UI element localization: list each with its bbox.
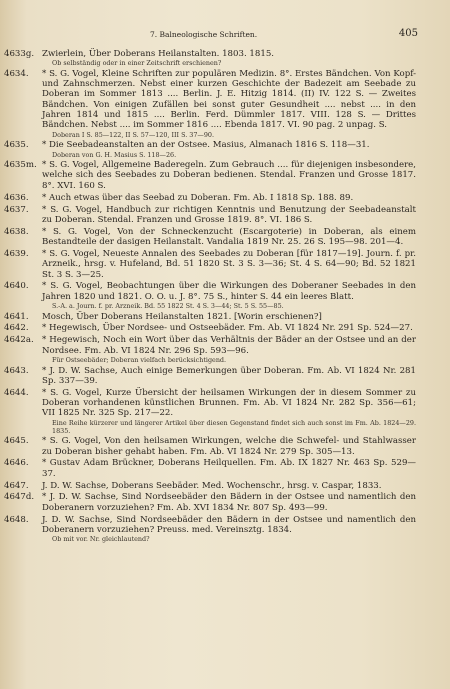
entry-note: Eine Reihe kürzerer und längerer Artikel über diesen Gegenstand findet sich auch sonst im Fm. Ab. 1824—29. 1835. xyxy=(52,418,416,435)
entry-note: Ob selbständig oder in einer Zeitschrift erschienen? xyxy=(52,59,222,68)
entry-number: 4641. xyxy=(4,311,29,322)
entry-number: 4648. xyxy=(4,514,29,525)
entry-number: 4637. xyxy=(4,204,29,215)
entry-body xyxy=(42,366,416,387)
running-title: 7. Balneologische Schriften. xyxy=(150,30,258,39)
entry-text: * Die Seebadeanstalten an der Ostsee. Masius, Almanach 1816 S. 118—31. xyxy=(42,140,370,151)
bibliography-entry xyxy=(4,249,416,280)
bibliography-entry xyxy=(4,388,416,435)
page-number: 405 xyxy=(398,28,418,39)
entry-text: J. D. W. Sachse, Sind Nordseebäder den Bädern in der Ostsee und namentlich den Doberanern vorzuziehen? Preuss. med. Vereinsztg. 1834. xyxy=(42,514,416,535)
bibliography-entry xyxy=(4,323,416,333)
bibliography-entry xyxy=(4,312,416,322)
entry-body xyxy=(42,160,416,191)
entry-text: * J. D. W. Sachse, Auch einige Bemerkungen über Doberan. Fm. Ab. VI 1824 Nr. 281 Sp. 337—39. xyxy=(42,365,416,386)
entry-body xyxy=(42,49,416,67)
entry-number: 4644. xyxy=(4,387,29,398)
entry-number: 4633g. xyxy=(4,49,35,59)
entry-text: * S. G. Vogel, Kurze Übersicht der heilsamen Wirkungen der in diesem Sommer zu Doberan vorhandenen künstlichen Brunnen. Fm. Ab. VI 1824 Nr. 282 Sp. 356—61; VII 1825 Nr. 325 Sp. 217—22. xyxy=(42,387,416,419)
entry-text: * Hegewisch, Noch ein Wort über das Verhältnis der Bäder an der Ostsee und an der Nordsee. Fm. Ab. VI 1824 Nr. 296 Sp. 593—96. xyxy=(42,335,416,356)
entry-number: 4638. xyxy=(4,226,29,237)
entry-text: * Auch etwas über das Seebad zu Doberan. Fm. Ab. I 1818 Sp. 188. 89. xyxy=(42,192,354,203)
entry-text: Mosch, Über Doberans Heilanstalten 1821. [Worin erschienen?] xyxy=(42,311,322,322)
entry-body xyxy=(42,515,416,544)
page-header xyxy=(0,30,450,44)
entry-text: * S. G. Vogel, Handbuch zur richtigen Kenntnis und Benutzung der Seebadeanstalt zu Doberan. Stendal. Franzen und Grosse 1819. 8°. VI. 186 S. xyxy=(42,204,416,225)
entry-body xyxy=(42,458,416,479)
entry-number: 4635m. xyxy=(4,160,37,171)
bibliography-list xyxy=(4,49,416,545)
entry-body xyxy=(42,193,416,203)
entry-text: * S. G. Vogel, Von den heilsamen Wirkungen, welche die Schwefel- und Stahlwasser zu Doberan bisher gehabt haben. Fm. Ab. VI 1824 Nr. 279 Sp. 305—13. xyxy=(42,436,416,457)
entry-note: Ob mit vor. Nr. gleichlautend? xyxy=(52,535,150,544)
entry-number: 4636. xyxy=(4,192,29,203)
entry-number: 4642. xyxy=(4,323,29,334)
entry-body xyxy=(42,227,416,248)
entry-number: 4647. xyxy=(4,480,29,491)
entry-text: * S. G. Vogel, Neueste Annalen des Seebades zu Doberan [für 1817—19]. Journ. f. pr. Arzneik., hrsg. v. Hufeland, Bd. 51 1820 St. 3 S. 3—36; St. 4 S. 64—90; Bd. 52 1821 St. 3 S. 3—25. xyxy=(42,248,416,280)
entry-body xyxy=(42,249,416,280)
entry-number: 4642a. xyxy=(4,335,34,346)
entry-number: 4640. xyxy=(4,281,29,292)
bibliography-entry xyxy=(4,193,416,203)
entry-text: J. D. W. Sachse, Doberans Seebäder. Med. Wochenschr., hrsg. v. Caspar, 1833. xyxy=(42,480,382,491)
bibliography-entry xyxy=(4,281,416,310)
entry-number: 4634. xyxy=(4,68,29,79)
entry-text: * S. G. Vogel, Beobachtungen über die Wirkungen des Doberaner Seebades in den Jahren 1820 und 1821. O. O. u. J. 8°. 75 S., hinter S. 44 ein leeres Blatt. xyxy=(42,281,416,302)
entry-text: * S. G. Vogel, Kleine Schriften zur populären Medizin. 8°. Erstes Bändchen. Von Kopf- und Zahnschmerzen. Nebst einer kurzen Geschichte der Badezeit am Seebade zu Doberan im Sommer 1813 .... Berlin. J. E. Hitzig 1814. (II) IV. 122 S. — Zweites Bändchen. Von einigen Zufällen bei sonst guter Gesundheit .... nebst .... in den Jahren 1814 und 1815 .... Berlin. Ferd. Dümmler 1817. VIII. 128 S. — Drittes Bändchen. Nebst .... im Sommer 1816 .... Ebenda 1817. VI. 90 pag. 2 unpag. S. xyxy=(42,68,416,131)
entry-body xyxy=(42,335,416,364)
bibliography-entry xyxy=(4,492,416,513)
entry-note: S.-A. a. Journ. f. pr. Arzneik. Bd. 55 1822 St. 4 S. 3—44; St. 5 S. 55—85. xyxy=(52,301,284,310)
entry-body xyxy=(42,323,416,333)
entry-number: 4646. xyxy=(4,458,29,469)
bibliography-entry xyxy=(4,140,416,158)
entry-number: 4647d. xyxy=(4,492,35,503)
bibliography-entry xyxy=(4,49,416,67)
entry-body xyxy=(42,281,416,310)
bibliography-entry xyxy=(4,69,416,139)
entry-note: Für Ostseebäder; Doberan vielfach berücksichtigend. xyxy=(52,355,227,364)
entry-note: Doberan I S. 85—122, II S. 57—120, III S. 37—90. xyxy=(52,130,214,139)
bibliography-entry xyxy=(4,335,416,364)
bibliography-entry xyxy=(4,458,416,479)
entry-number: 4639. xyxy=(4,248,29,259)
bibliography-entry xyxy=(4,205,416,226)
bibliography-entry xyxy=(4,227,416,248)
entry-body xyxy=(42,312,416,322)
entry-text: * S. G. Vogel, Von der Schneckenzucht (Escargoterie) in Doberan, als einem Bestandteile der dasigen Heilanstalt. Vandalia 1819 Nr. 25. 26 S. 195—98. 201—4. xyxy=(42,226,416,248)
bibliography-entry xyxy=(4,160,416,191)
entry-number: 4635. xyxy=(4,140,29,151)
entry-body xyxy=(42,140,416,158)
entry-text: * Hegewisch, Über Nordsee- und Ostseebäder. Fm. Ab. VI 1824 Nr. 291 Sp. 524—27. xyxy=(42,323,413,334)
bibliography-entry xyxy=(4,481,416,491)
bibliography-entry xyxy=(4,366,416,387)
entry-text: * J. D. W. Sachse, Sind Nordseebäder den Bädern in der Ostsee und namentlich den Doberanern vorzuziehen? Fm. Ab. XVI 1834 Nr. 807 Sp. 493—99. xyxy=(42,492,416,513)
entry-text: * S. G. Vogel, Allgemeine Baderegeln. Zum Gebrauch .... für diejenigen insbesondere, welche sich des Seebades zu Doberan bedienen. Stendal. Franzen und Grosse 1817. 8°. XVI. 160 S. xyxy=(42,160,416,191)
entry-text: Zwierlein, Über Doberans Heilanstalten. 1803. 1815. xyxy=(42,49,275,59)
bibliography-entry xyxy=(4,436,416,457)
entry-number: 4643. xyxy=(4,365,29,376)
bibliography-entry xyxy=(4,515,416,544)
entry-body xyxy=(42,388,416,435)
entry-body xyxy=(42,481,416,491)
entry-body xyxy=(42,205,416,226)
entry-body xyxy=(42,436,416,457)
entry-note: Doberan von G. H. Masius S. 118—26. xyxy=(52,150,177,159)
entry-text: * Gustav Adam Brückner, Doberans Heilquellen. Fm. Ab. IX 1827 Nr. 463 Sp. 529—37. xyxy=(42,458,416,479)
entry-body xyxy=(42,492,416,513)
entry-body xyxy=(42,69,416,139)
entry-number: 4645. xyxy=(4,436,29,447)
